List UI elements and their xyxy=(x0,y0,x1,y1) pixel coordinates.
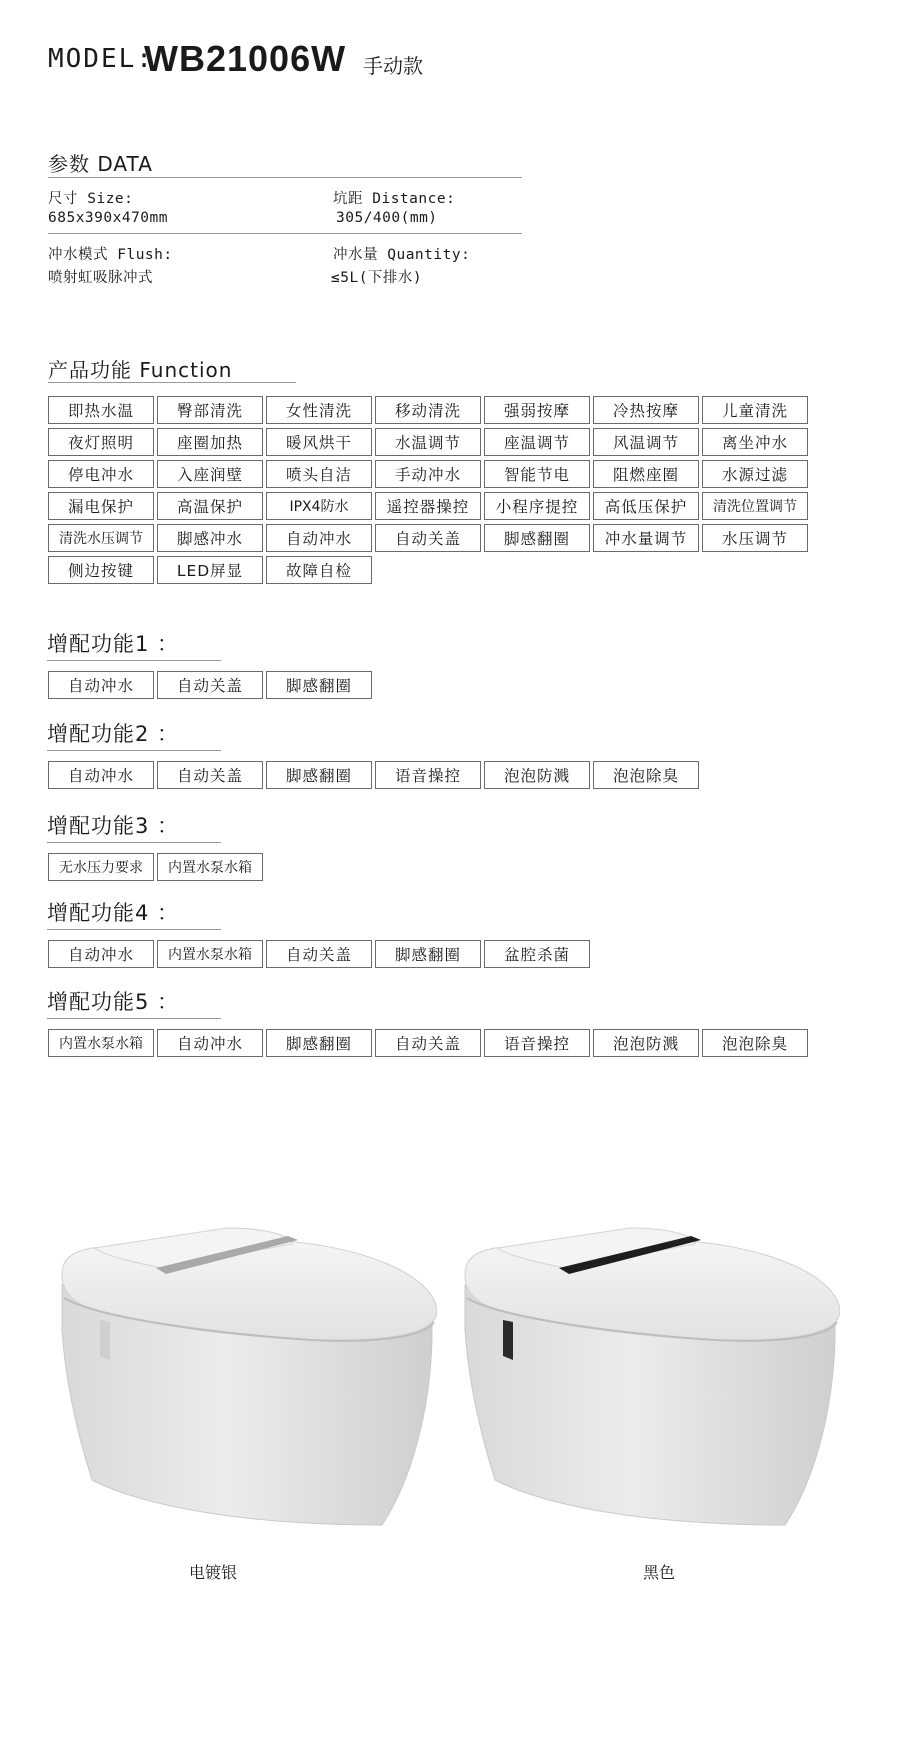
addon-title-underline xyxy=(47,1018,221,1019)
addon-title-underline xyxy=(47,929,221,930)
function-tag: 儿童清洗 xyxy=(702,396,808,424)
function-tag: 漏电保护 xyxy=(48,492,154,520)
addon-title: 增配功能4 ： xyxy=(47,901,180,925)
product-caption-black: 黑色 xyxy=(643,1563,676,1582)
functions-title: 产品功能 Function xyxy=(48,358,233,382)
addon-title-underline xyxy=(47,660,221,661)
function-tag: 女性清洗 xyxy=(266,396,372,424)
function-tag: 冲水量调节 xyxy=(593,524,699,552)
addon-tag: 自动关盖 xyxy=(375,1029,481,1057)
addon-tag: 自动关盖 xyxy=(157,761,263,789)
model-prefix: MODEL: xyxy=(48,44,154,74)
addon-title-underline xyxy=(47,750,221,751)
function-tag: 暖风烘干 xyxy=(266,428,372,456)
product-image-black xyxy=(455,1180,840,1540)
addon-tag: 自动冲水 xyxy=(48,940,154,968)
function-tag: 阻燃座圈 xyxy=(593,460,699,488)
function-tag: 座圈加热 xyxy=(157,428,263,456)
function-tag: LED屏显 xyxy=(157,556,263,584)
addon-tag: 内置水泵水箱 xyxy=(157,853,263,881)
function-tag: 即热水温 xyxy=(48,396,154,424)
function-tag: 清洗位置调节 xyxy=(702,492,808,520)
addon-tags xyxy=(48,940,808,968)
spec-flush-value: 喷射虹吸脉冲式 xyxy=(48,270,153,286)
function-tag: 水源过滤 xyxy=(702,460,808,488)
addon-tag: 脚感翻圈 xyxy=(266,1029,372,1057)
addon-title-underline xyxy=(47,842,221,843)
function-tag: IPX4防水 xyxy=(266,492,372,520)
specs-title: 参数 DATA xyxy=(48,152,153,176)
function-tag: 水温调节 xyxy=(375,428,481,456)
function-tag: 智能节电 xyxy=(484,460,590,488)
addon-tag: 自动关盖 xyxy=(266,940,372,968)
addon-tags xyxy=(48,761,808,789)
addon-tag: 无水压力要求 xyxy=(48,853,154,881)
addon-tag: 脚感翻圈 xyxy=(266,671,372,699)
model-code: WB21006W xyxy=(144,38,347,79)
addon-tag: 脚感翻圈 xyxy=(375,940,481,968)
function-tag: 风温调节 xyxy=(593,428,699,456)
function-tag: 水压调节 xyxy=(702,524,808,552)
addon-tag: 自动关盖 xyxy=(157,671,263,699)
addon-tag: 内置水泵水箱 xyxy=(157,940,263,968)
addon-tag: 泡泡防溅 xyxy=(484,761,590,789)
addon-tag: 自动冲水 xyxy=(48,761,154,789)
addon-title: 增配功能2 ： xyxy=(47,722,180,746)
function-tag: 遥控器操控 xyxy=(375,492,481,520)
addon-tag: 盆腔杀菌 xyxy=(484,940,590,968)
function-tag: 小程序提控 xyxy=(484,492,590,520)
function-tag: 臀部清洗 xyxy=(157,396,263,424)
function-tag: 入座润壁 xyxy=(157,460,263,488)
product-caption-silver: 电镀银 xyxy=(189,1563,238,1582)
function-tag: 手动冲水 xyxy=(375,460,481,488)
functions-grid xyxy=(48,396,808,584)
function-tag: 冷热按摩 xyxy=(593,396,699,424)
addon-tags xyxy=(48,671,808,699)
function-tag: 夜灯照明 xyxy=(48,428,154,456)
addon-title: 增配功能1 ： xyxy=(47,632,180,656)
addon-title: 增配功能5 ： xyxy=(47,990,180,1014)
product-image-silver xyxy=(52,1180,437,1540)
addon-tag: 自动冲水 xyxy=(48,671,154,699)
specs-divider xyxy=(48,233,522,234)
addon-title: 增配功能3 ： xyxy=(47,814,180,838)
function-tag: 离坐冲水 xyxy=(702,428,808,456)
function-tag: 故障自检 xyxy=(266,556,372,584)
function-tag: 侧边按键 xyxy=(48,556,154,584)
function-tag: 清洗水压调节 xyxy=(48,524,154,552)
function-tag: 脚感冲水 xyxy=(157,524,263,552)
function-tag: 停电冲水 xyxy=(48,460,154,488)
function-tag: 脚感翻圈 xyxy=(484,524,590,552)
model-variant: 手动款 xyxy=(363,54,423,78)
spec-distance-label: 坑距 Distance: xyxy=(333,191,456,207)
addon-tag: 泡泡除臭 xyxy=(702,1029,808,1057)
function-tag: 移动清洗 xyxy=(375,396,481,424)
addon-tag: 自动冲水 xyxy=(157,1029,263,1057)
addon-tags xyxy=(48,1029,808,1057)
function-tag: 高温保护 xyxy=(157,492,263,520)
addon-tags xyxy=(48,853,808,881)
specs-title-underline xyxy=(48,177,522,178)
spec-size-value: 685x390x470mm xyxy=(48,210,168,226)
addon-tag: 语音操控 xyxy=(484,1029,590,1057)
spec-quantity-value: ≤5L(下排水) xyxy=(331,270,423,286)
function-tag: 座温调节 xyxy=(484,428,590,456)
addon-tag: 脚感翻圈 xyxy=(266,761,372,789)
spec-flush-label: 冲水模式 Flush: xyxy=(48,247,173,263)
function-tag: 自动冲水 xyxy=(266,524,372,552)
function-tag: 高低压保护 xyxy=(593,492,699,520)
spec-distance-value: 305/400(mm) xyxy=(336,210,438,226)
addon-tag: 泡泡防溅 xyxy=(593,1029,699,1057)
addon-tag: 内置水泵水箱 xyxy=(48,1029,154,1057)
addon-tag: 语音操控 xyxy=(375,761,481,789)
function-tag: 自动关盖 xyxy=(375,524,481,552)
functions-title-underline xyxy=(48,382,296,383)
spec-size-label: 尺寸 Size: xyxy=(48,191,134,207)
spec-quantity-label: 冲水量 Quantity: xyxy=(333,247,471,263)
function-tag: 强弱按摩 xyxy=(484,396,590,424)
function-tag: 喷头自洁 xyxy=(266,460,372,488)
addon-tag: 泡泡除臭 xyxy=(593,761,699,789)
